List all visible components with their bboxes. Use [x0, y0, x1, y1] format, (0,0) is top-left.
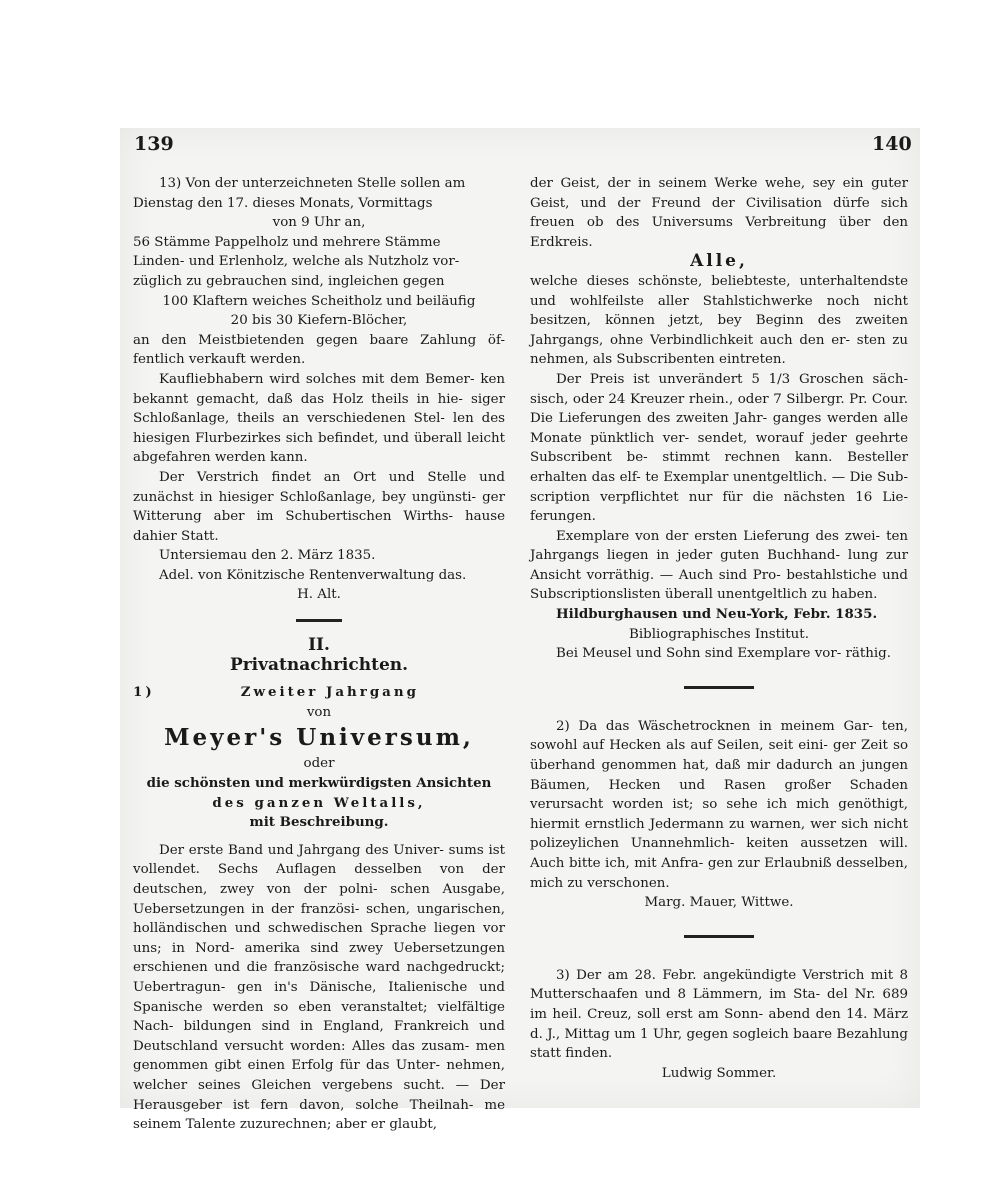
ad-1-copies: Exemplare von der ersten Lieferung des zwei- ten Jahrgangs liegen in jeder guten Buchhand- lung zur Ansicht vorräthig. — Auch sind Pro- bestahlstiche und Subscriptionslisten überall unentgeltlich zu haben. — [530, 528, 908, 603]
ad-1-alle-body: welche dieses schönste, beliebteste, unterhaltendste und wohlfeilste aller Stahlstichwerke noch nicht besitzen, können jetzt, bey Beginn des zweiten Jahrgangs, ohne Verbindlichkeit auch den er- sten zu nehmen, als Subscribenten eintreten. — [530, 273, 908, 368]
ad-1-line: Zweiter Jahrgang — [240, 684, 419, 701]
ad-1-line: mit Beschreibung. — [249, 814, 389, 831]
ad-1-price: Der Preis ist unverändert 5 1/3 Groschen säch- sisch, oder 24 Kreuzer rhein., oder 7 Silbergr. Pr. Cour. Die Lieferungen des zweiten Jahr- ganges werden alle Monate pünktlich ver- sendet, worauf jeder geehrte Subscribent be- stimmt rechnen kann. Besteller erhalten das elf- te Exemplar unentgeltlich. — Die Sub- scription verpflichtet nur für die nächsten 16 Lie- ferungen. — [530, 371, 908, 525]
notice-13-body: züglich zu gebrauchen sind, ingleichen gegen — [133, 273, 445, 289]
ad-1-line: oder — [303, 756, 335, 772]
ad-1-continuation: der Geist, der in seinem Werke wehe, sey ein guter Geist, und der Freund der Civilisation dürfe sich freuen ob des Universums Verbreitung über den Erdkreis. — [530, 176, 908, 250]
section-title: Privatnachrichten. — [229, 654, 409, 675]
notice-13-line: Dienstag den 17. dieses Monats, Vormittags — [133, 195, 433, 211]
ad-1-place-date: Hildburghausen und Neu-York, Febr. 1835. — [556, 606, 878, 623]
notice-13-sale: an den Meistbietenden gegen baare Zahlung öf- fentlich verkauft werden. — [133, 332, 505, 368]
page-number-left: 139 — [134, 133, 174, 155]
divider — [684, 935, 754, 938]
right-column — [530, 174, 908, 1083]
notice-2-body: 2) Da das Wäschetrocknen in meinem Gar- ten, sowohl auf Hecken als auf Seilen, seit eini- ger Zeit so überhand genommen hat, daß mir dadurch an jungen Bäumen, Hecken und Rasen großer Schaden verursacht worden ist; so sehe ich mich genöthigt, hiermit ernstlich Jedermann zu warnen, wer sich nicht polizeylichen Unannehmlich- keiten aussetzen will. Auch bitte ich, mit Anfra- gen zur Erlaubniß desselben, mich zu verschonen. — [530, 718, 908, 891]
ad-1-body: Der erste Band und Jahrgang des Univer- sums ist vollendet. Sechs Auflagen desselben von der deutschen, zwey von der polni- schen Ausgabe, Uebersetzungen in der französi- schen, ungarischen, holländischen und schwedischen Sprache liegen vor uns; in Nord- amerika sind zwey Uebersetzungen erschienen und die französische ward nachgedruckt; Uebertragun- gen in's Dänische, Italienische und Spanische werden so eben veranstaltet; vielfältige Nach- bildungen sind in England, Frankreich und Deutschland versucht worden: Alles das zusam- men genommen gibt einen Erfolg für das Unter- nehmen, welcher seines Gleichen vergebens sucht. — Der Herausgeber ist fern davon, solche Theilnah- me seinem Talente zuzurechnen; aber er glaubt, — [133, 842, 505, 1133]
notice-13-wood: 100 Klaftern weiches Scheitholz und beiläufig — [162, 293, 476, 309]
notice-13-place-date: Untersiemau den 2. März 1835. — [159, 548, 376, 564]
notice-2-signature: Marg. Mauer, Wittwe. — [644, 895, 794, 911]
notice-3-body: 3) Der am 28. Febr. angekündigte Verstrich mit 8 Mutterschaafen und 8 Lämmern, im Sta- del Nr. 689 im heil. Creuz, soll erst am Sonn- abend den 14. März d. J., Mittag um 1 Uhr, gegen sogleich baare Bezahlung statt finden. — [530, 967, 908, 1062]
notice-13-wood: 20 bis 30 Kiefern-Blöcher, — [230, 313, 408, 329]
notice-13-buyers: Kaufliebhabern wird solches mit dem Bemer- ken bekannt gemacht, daß das Holz theils in hie- siger Schloßanlage, theils an verschiedenen Stel- len des hiesigen Flurbezirkes sich befindet, und überall leicht abgefahren werden kann. — [133, 371, 505, 466]
ad-1-line: die schönsten und merkwürdigsten Ansichten — [146, 775, 492, 792]
ad-1-line: des ganzen Weltalls, — [212, 794, 426, 811]
notice-13-signature: Adel. von Könitzische Rentenverwaltung das. — [159, 567, 467, 583]
notice-13-time: von 9 Uhr an, — [272, 215, 366, 231]
left-column — [133, 174, 505, 1135]
notice-13-body: Linden- und Erlenholz, welche als Nutzholz vor- — [133, 254, 460, 270]
ad-1-alle: Alle, — [690, 251, 748, 272]
ad-1-number: 1) — [133, 684, 155, 701]
divider — [684, 686, 754, 689]
ad-1-heading — [133, 683, 505, 703]
notice-3-signature: Ludwig Sommer. — [661, 1065, 777, 1081]
ad-1-line: von — [306, 704, 332, 720]
divider — [296, 619, 342, 622]
notice-13-body: 56 Stämme Pappelholz und mehrere Stämme — [133, 234, 441, 250]
page-number-right: 140 — [872, 133, 912, 155]
notice-13-line: 13) Von der unterzeichneten Stelle sollen am — [159, 176, 466, 191]
ad-1-publisher: Bibliographisches Institut. — [629, 626, 809, 642]
section-number: II. — [308, 635, 330, 656]
notice-13-signer: H. Alt. — [297, 587, 341, 603]
ad-1-stock: Bei Meusel und Sohn sind Exemplare vor- räthig. — [556, 646, 892, 662]
ad-1-title: Meyer's Universum, — [164, 724, 474, 752]
notice-13-auction: Der Verstrich findet an Ort und Stelle und zunächst in hiesiger Schloßanlage, bey ungünsti- ger Witterung aber im Schubertischen Wirths- hause dahier Statt. — [133, 469, 505, 544]
